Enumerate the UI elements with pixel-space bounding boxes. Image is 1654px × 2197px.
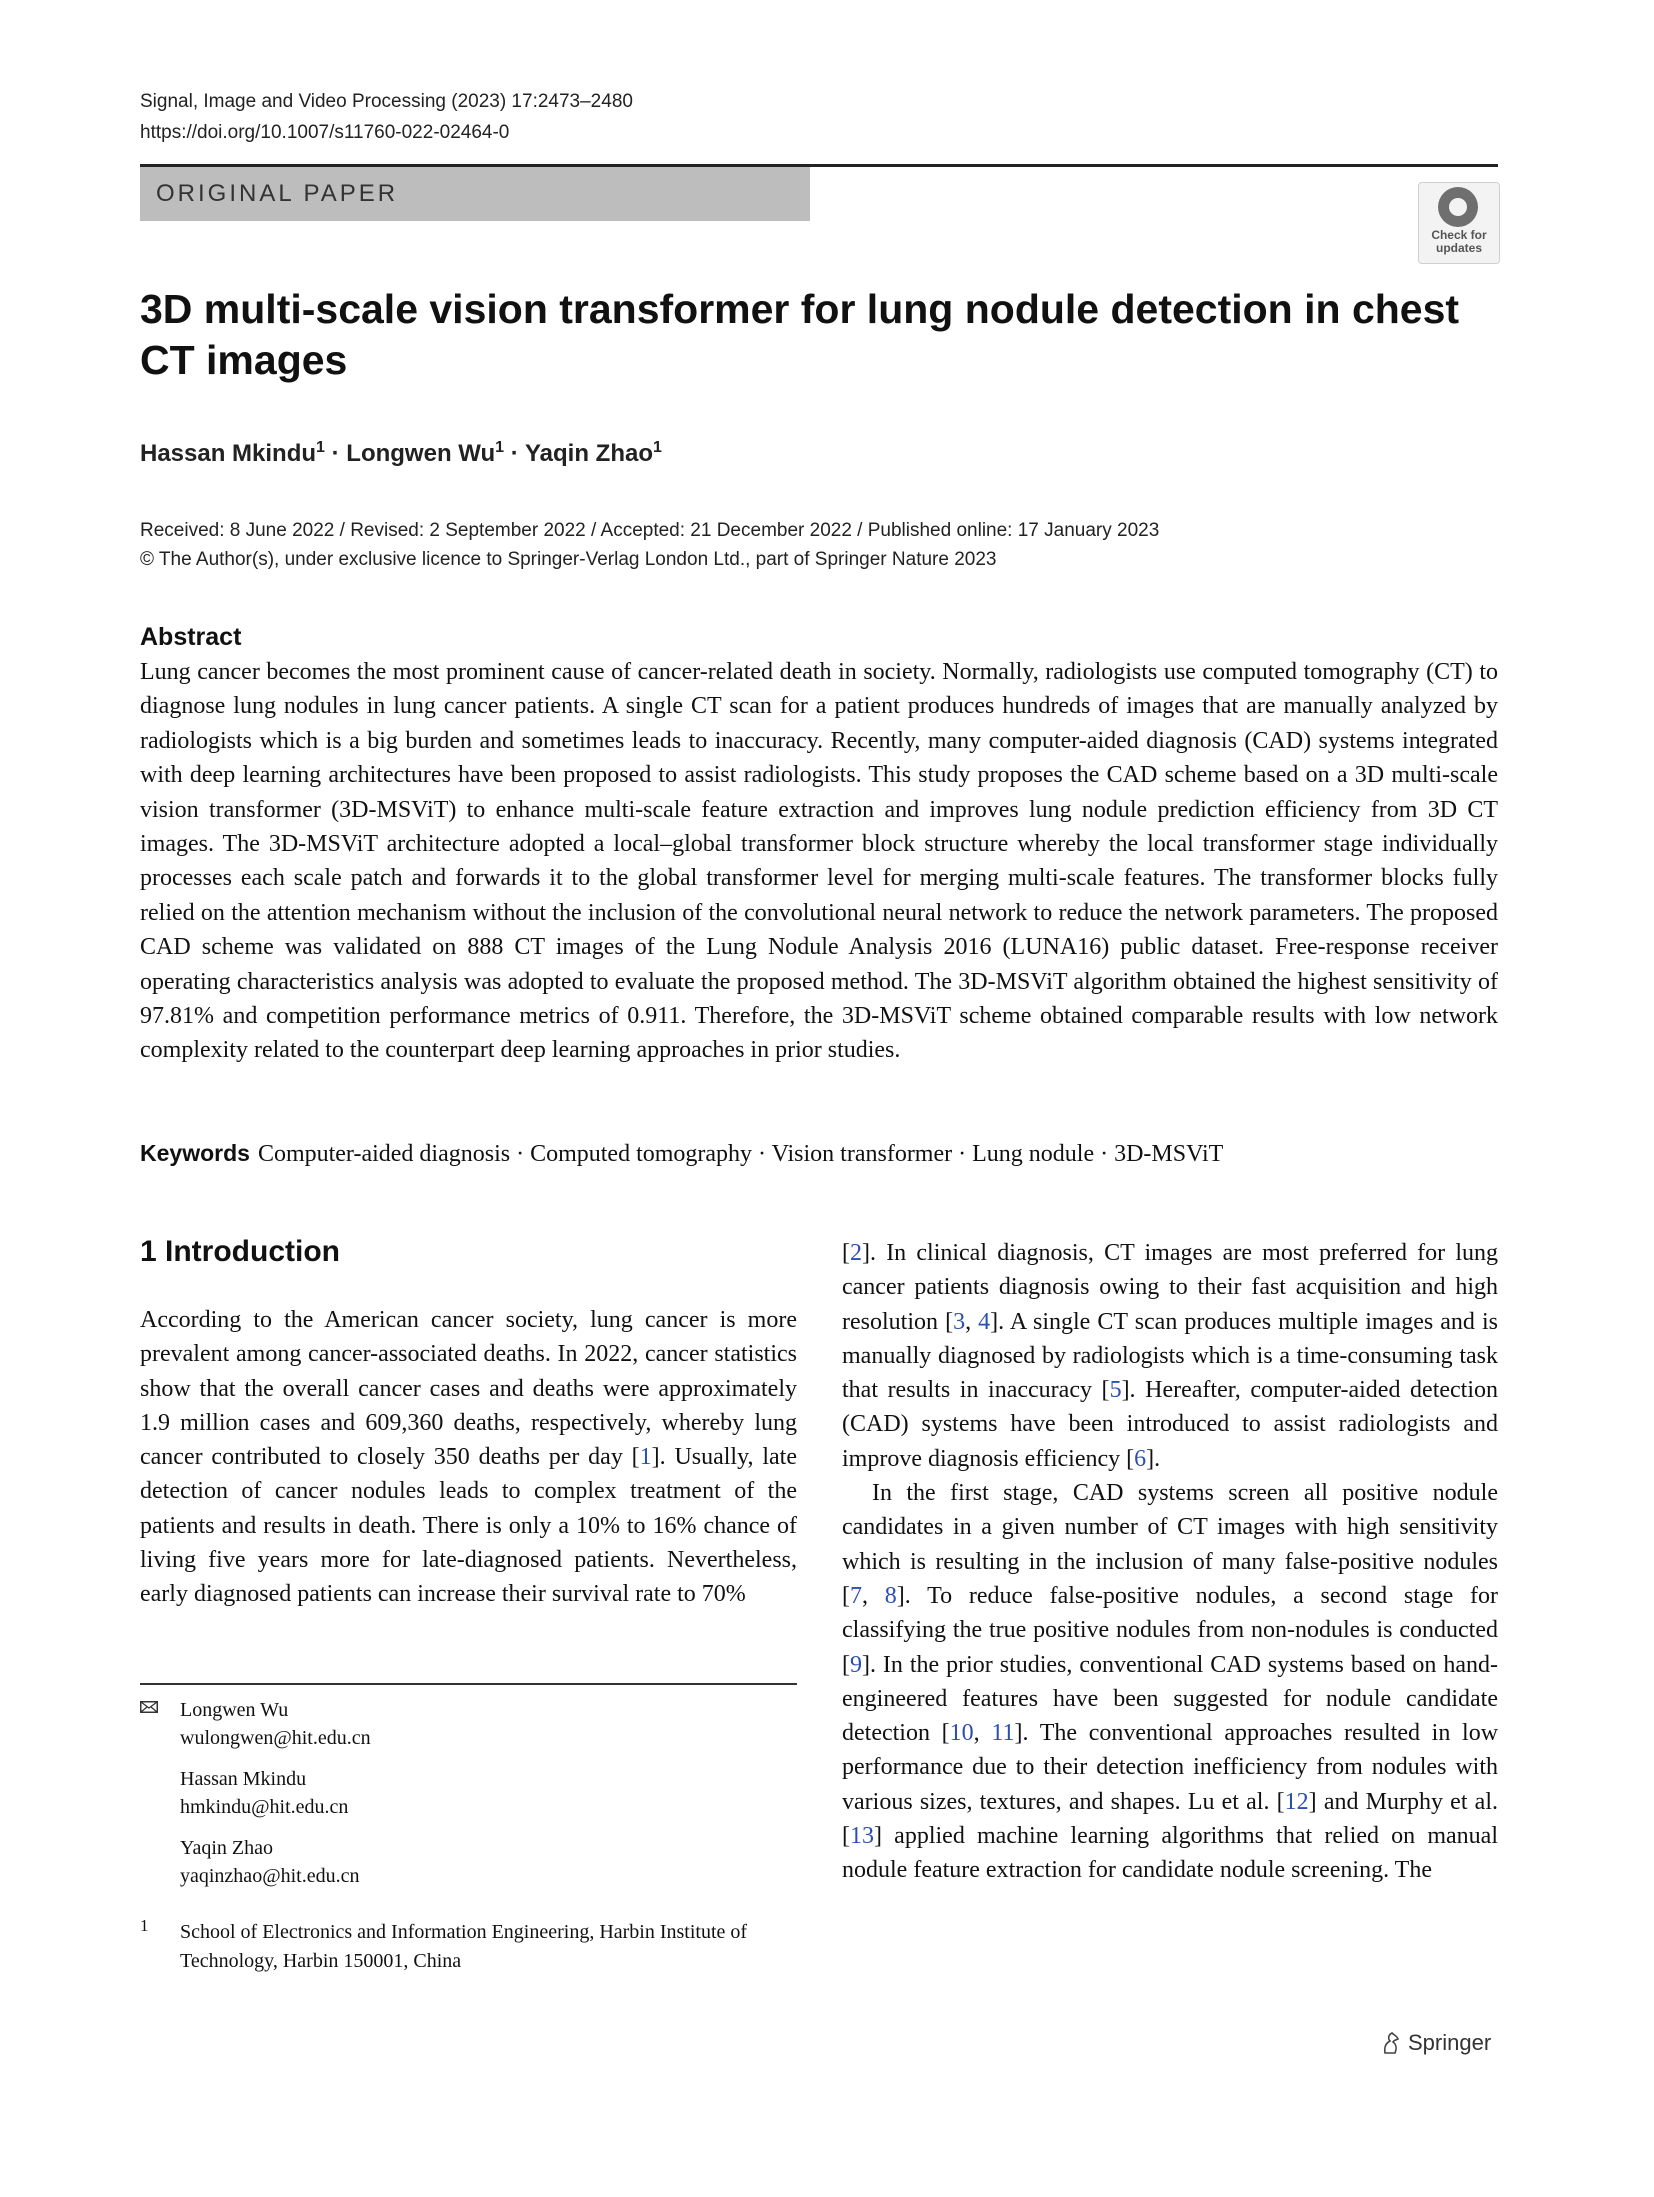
doi-link[interactable]: https://doi.org/10.1007/s11760-022-02464-0	[140, 122, 510, 143]
publication-dates: Received: 8 June 2022 / Revised: 2 September 2022 / Accepted: 21 December 2022 / Published online: 17 January 2023	[140, 520, 1160, 541]
copyright-notice: © The Author(s), under exclusive licence to Springer-Verlag London Ltd., part of Springer Nature 2023	[140, 549, 997, 570]
badge-label: Check for updates	[1431, 228, 1487, 255]
abstract-heading: Abstract	[140, 623, 242, 651]
author-name[interactable]: Longwen Wu	[346, 440, 496, 467]
contact	[180, 1834, 359, 1890]
intro-paragraph: [2]. In clinical diagnosis, CT images are most preferred for lung cancer patients diagnosis owing to their fast acquisition and high resolution [3, 4]. A single CT scan produces multiple images and is manually diagnosed by radiologists which is a time-consuming task that results in inaccuracy [5]. Hereafter, computer-aided detection (CAD) systems have been introduced to assist radiologists and improve diagnosis efficiency [6].	[842, 1240, 1498, 1472]
update-icon	[1438, 187, 1478, 227]
author-separator: ·	[504, 440, 525, 467]
affiliation-number: 1	[140, 1916, 149, 1935]
intro-column-left: According to the American cancer society, lung cancer is more prevalent among cancer-associated deaths. In 2022, cancer statistics show that the overall cancer cases and deaths were approximately 1.9 million cases and 609,360 deaths, respectively, whereby lung cancer contributed to closely 350 deaths per day [1]. Usually, late detection of cancer nodules leads to complex treatment of the patients and results in death. There is only a 10% to 16% chance of living five years more for late-diagnosed patients. Nevertheless, early diagnosed patients can increase their survival rate to 70%	[140, 1307, 797, 1608]
contact-name: Longwen Wu	[180, 1699, 289, 1721]
affiliation-text: School of Electronics and Information Engineering, Harbin Institute of Technology, Harbin 150001, China	[180, 1921, 748, 1972]
keywords-list: Computer-aided diagnosis · Computed tomography · Vision transformer · Lung nodule · 3D-MSViT	[257, 1141, 1224, 1167]
envelope-icon	[140, 1701, 158, 1713]
footnote-rule	[140, 1683, 797, 1685]
journal-citation: Signal, Image and Video Processing (2023) 17:2473–2480	[140, 91, 633, 112]
publisher-name: Springer	[1408, 2030, 1492, 2055]
author-affiliation-mark: 1	[316, 439, 325, 456]
intro-paragraph: In the first stage, CAD systems screen all positive nodule candidates in a given number of CT images with high sensitivity which is resulting in the inclusion of many false-positive nodules [7, 8]. To reduce false-positive nodules, a second stage for classifying the true positive nodules from non-nodules is conducted [9]. In the prior studies, conventional CAD systems based on hand-engineered features have been suggested for nodule candidate detection [10, 11]. The conventional approaches resulted in low performance due to their detection inefficiency from nodules with various sizes, textures, and shapes. Lu et al. [12] and Murphy et al. [13] applied machine learning algorithms that relied on manual nodule feature extraction for candidate nodule screening. The	[842, 1480, 1499, 1884]
intro-column-right	[842, 1236, 1498, 1888]
author-separator: ·	[324, 440, 347, 467]
article-type-label: ORIGINAL PAPER	[156, 180, 399, 207]
keywords-line	[140, 1136, 1498, 1171]
author-name[interactable]: Hassan Mkindu	[140, 440, 317, 467]
publisher-logo	[1380, 2028, 1491, 2058]
journal-header	[140, 86, 633, 148]
author-name[interactable]: Yaqin Zhao	[524, 440, 653, 467]
contact-name: Hassan Mkindu	[180, 1768, 307, 1790]
section-heading-introduction: 1 Introduction	[140, 1235, 340, 1268]
check-for-updates-badge[interactable]	[1418, 182, 1500, 264]
abstract-text: Lung cancer becomes the most prominent cause of cancer-related death in society. Normally, radiologists use computed tomography (CT) to diagnose lung nodules in lung cancer patients. A single CT scan for a patient produces hundreds of images that are manually analyzed by radiologists which is a big burden and sometimes leads to inaccuracy. Recently, many computer-aided diagnosis (CAD) systems integrated with deep learning architectures have been proposed to assist radiologists. This study proposes the CAD scheme based on a 3D multi-scale vision transformer (3D-MSViT) to enhance multi-scale feature extraction and improves lung nodule prediction efficiency from 3D CT images. The 3D-MSViT architecture adopted a local–global transformer block structure whereby the local transformer stage individually processes each scale patch and forwards it to the global transformer level for merging multi-scale features. The transformer blocks fully relied on the attention mechanism without the inclusion of the convolutional neural network to reduce the network parameters. The proposed CAD scheme was validated on 888 CT images of the Lung Nodule Analysis 2016 (LUNA16) public dataset. Free-response receiver operating characteristics analysis was adopted to evaluate the proposed method. The 3D-MSViT algorithm obtained the highest sensitivity of 97.81% and competition performance metrics of 0.911. Therefore, the 3D-MSViT scheme obtained comparable results with low network complexity related to the counterpart deep learning approaches in prior studies.	[140, 659, 1498, 1064]
springer-horse-icon	[1380, 2031, 1402, 2055]
contact-email[interactable]: hmkindu@hit.edu.cn	[180, 1796, 349, 1818]
keywords-label: Keywords	[140, 1140, 250, 1166]
article-history	[140, 516, 1159, 574]
contact-name: Yaqin Zhao	[180, 1837, 273, 1859]
contact	[180, 1765, 348, 1821]
contact-email[interactable]: yaqinzhao@hit.edu.cn	[180, 1865, 360, 1887]
author-list	[140, 432, 662, 470]
corresponding-contact	[180, 1696, 371, 1752]
paper-title: 3D multi-scale vision transformer for lung nodule detection in chest CT images	[140, 286, 1460, 383]
contact-email[interactable]: wulongwen@hit.edu.cn	[180, 1727, 371, 1749]
author-affiliation-mark: 1	[652, 439, 662, 456]
author-affiliation-mark: 1	[495, 439, 505, 456]
